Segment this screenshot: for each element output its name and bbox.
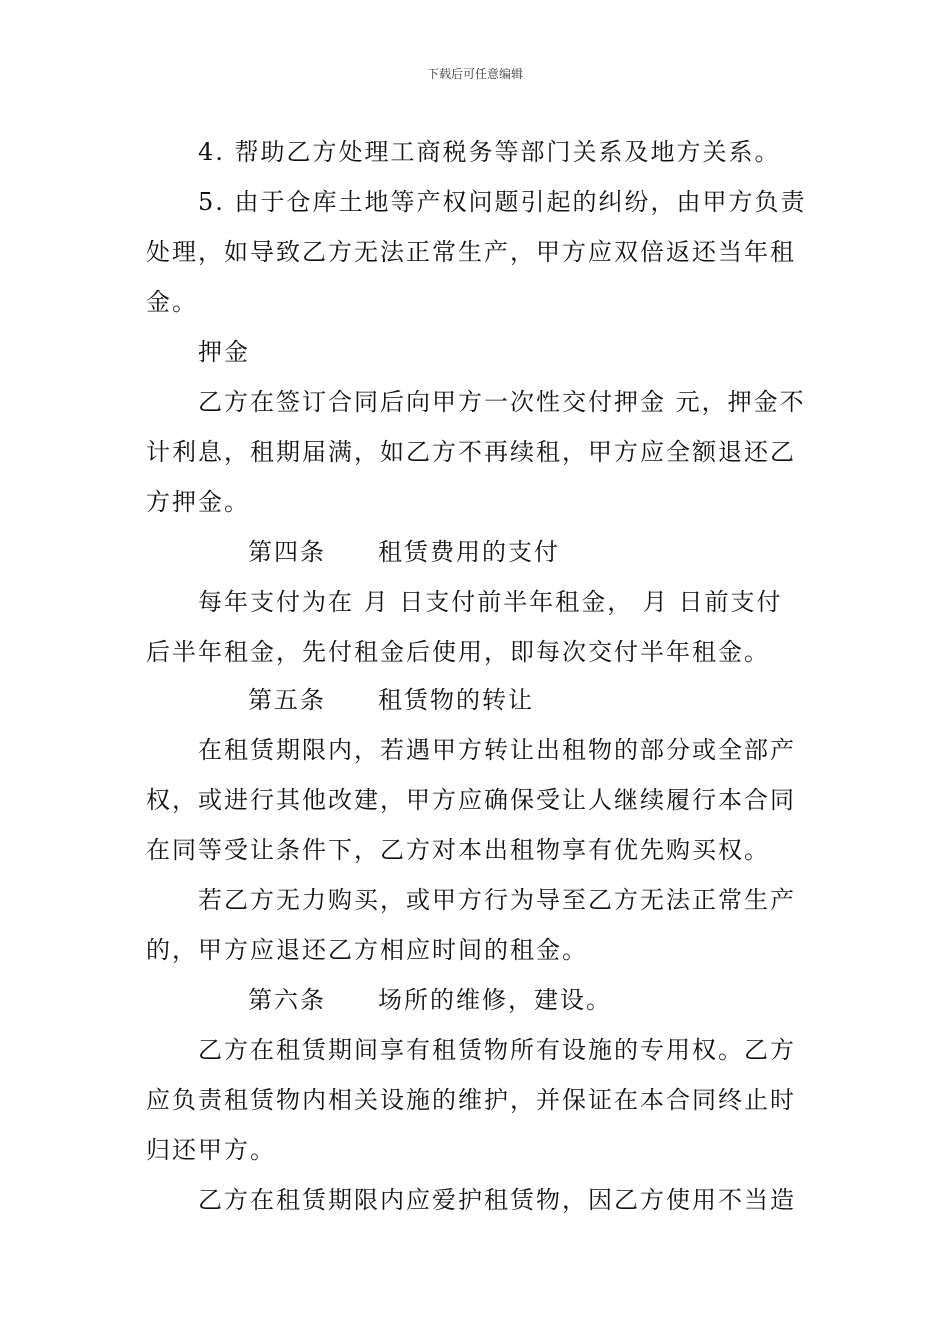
article-title: 场所的维修，建设。 — [378, 986, 612, 1014]
article-number: 第四条 — [248, 538, 326, 566]
article-number: 第六条 — [248, 986, 326, 1014]
paragraph-line: 应负责租赁物内相关设施的维护，并保证在本合同终止时 — [146, 1086, 796, 1114]
paragraph-line: 归还甲方。 — [146, 1136, 276, 1164]
article-title: 租赁费用的支付 — [378, 538, 560, 566]
paragraph-line: 乙方在签订合同后向甲方一次性交付押金 元，押金不 — [198, 388, 806, 416]
paragraph-line: 处理，如导致乙方无法正常生产，甲方应双倍返还当年租 — [146, 238, 796, 266]
paragraph-line: 每年支付为在 月 日支付前半年租金， 月 日前支付 — [198, 588, 783, 616]
article-title: 租赁物的转让 — [378, 686, 534, 714]
section-label: 押金 — [198, 338, 250, 366]
paragraph-line: 权，或进行其他改建，甲方应确保受让人继续履行本合同 — [146, 786, 796, 814]
article-heading — [248, 684, 534, 716]
paragraph-line: 计利息，租期届满，如乙方不再续租，甲方应全额退还乙 — [146, 438, 796, 466]
paragraph-line: 4. 帮助乙方处理工商税务等部门关系及地方关系。 — [198, 138, 781, 166]
paragraph-line: 在同等受让条件下，乙方对本出租物享有优先购买权。 — [146, 836, 770, 864]
paragraph-line: 乙方在租赁期间享有租赁物所有设施的专用权。乙方 — [198, 1036, 796, 1064]
paragraph-line: 在租赁期限内，若遇甲方转让出租物的部分或全部产 — [198, 736, 796, 764]
paragraph-line: 若乙方无力购买，或甲方行为导至乙方无法正常生产 — [198, 886, 796, 914]
article-heading — [248, 536, 560, 568]
paragraph-line: 乙方在租赁期限内应爱护租赁物，因乙方使用不当造 — [198, 1186, 796, 1214]
page-header: 下载后可任意编辑 — [426, 67, 523, 81]
paragraph-line: 后半年租金，先付租金后使用，即每次交付半年租金。 — [146, 638, 770, 666]
article-number: 第五条 — [248, 686, 326, 714]
paragraph-line: 的，甲方应退还乙方相应时间的租金。 — [146, 936, 588, 964]
article-heading — [248, 984, 612, 1016]
paragraph-line: 金。 — [146, 288, 198, 316]
paragraph-line: 方押金。 — [146, 488, 250, 516]
paragraph-line: 5. 由于仓库土地等产权问题引起的纠纷，由甲方负责 — [198, 188, 807, 216]
